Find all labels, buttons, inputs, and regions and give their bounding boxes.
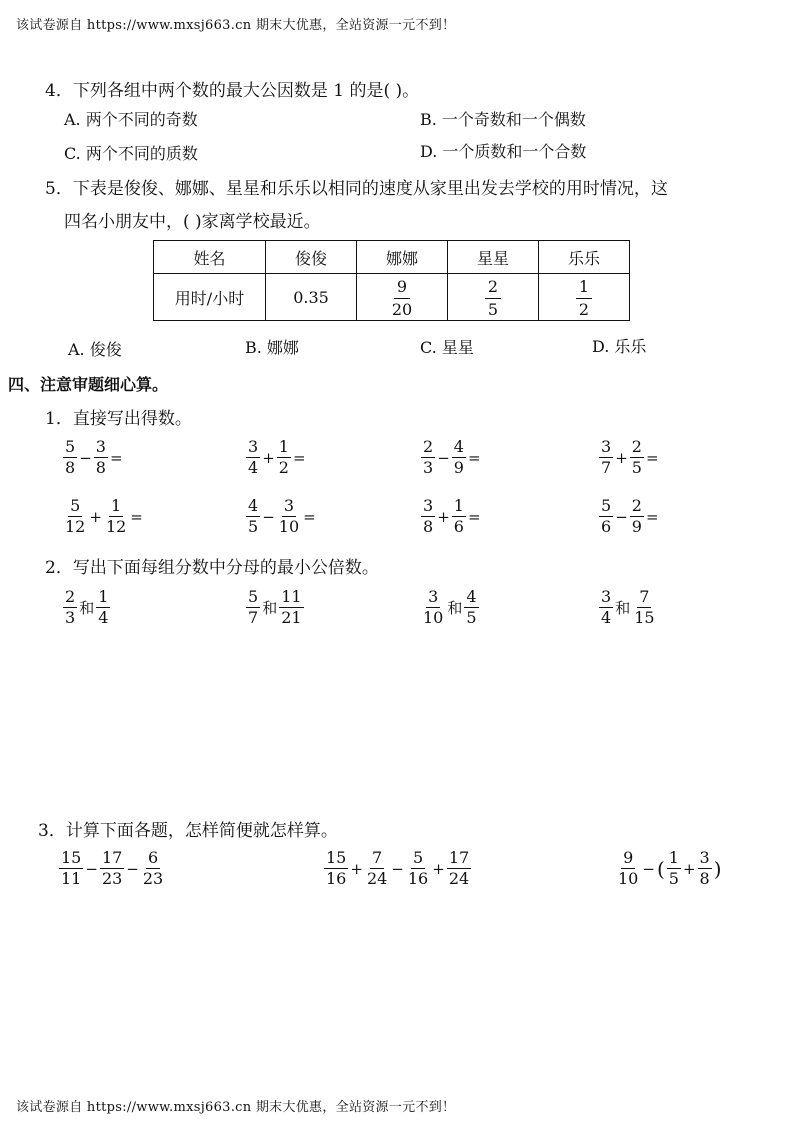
q5-option-a: A. 俊俊 — [68, 340, 122, 359]
fraction — [324, 850, 348, 887]
expr-p2-3 — [598, 589, 658, 626]
operator: = — [303, 507, 316, 526]
table-time-cell: 0.35 — [266, 274, 357, 321]
denominator: 16 — [326, 869, 347, 888]
numerator: 7 — [639, 587, 650, 606]
operator: − — [262, 507, 275, 526]
footer-banner: 该试卷源自 https://www.mxsj663.cn 期末大优惠，全站资源一元不到！ — [16, 1100, 456, 1115]
fraction — [277, 498, 301, 535]
part3-title: 3．计算下面各题，怎样简便就怎样算。 — [38, 821, 338, 841]
table-time-cell — [357, 274, 448, 321]
fraction — [63, 439, 77, 476]
expr-p1-5 — [245, 498, 317, 535]
denominator: 4 — [248, 458, 259, 477]
fraction — [246, 439, 260, 476]
denominator: 8 — [95, 458, 106, 477]
expr-p1-7 — [598, 498, 660, 535]
numerator: 15 — [61, 848, 82, 867]
fraction — [63, 589, 77, 626]
expr-p2-0 — [62, 589, 111, 626]
operator: = — [109, 448, 123, 467]
table-time-cell — [448, 274, 539, 321]
denominator: 7 — [248, 608, 259, 627]
operator: = — [645, 448, 659, 467]
fraction — [464, 589, 478, 626]
conjunction: 和 — [262, 599, 278, 617]
numerator: 2 — [423, 437, 434, 456]
operator: − — [85, 859, 98, 878]
q4-stem: 4．下列各组中两个数的最大公因数是 1 的是( )。 — [45, 81, 420, 101]
expr-p1-1 — [245, 439, 307, 476]
fraction — [100, 850, 124, 887]
fraction — [421, 439, 435, 476]
expr-p3-1 — [323, 850, 472, 887]
denominator: 11 — [61, 869, 82, 888]
fraction — [59, 850, 83, 887]
operator: + — [682, 859, 696, 878]
numerator: 17 — [101, 848, 123, 867]
denominator: 3 — [423, 458, 434, 477]
fraction — [421, 498, 435, 535]
operator: − — [615, 507, 628, 526]
numerator: 1 — [111, 496, 122, 515]
expr-p1-6 — [420, 498, 482, 535]
numerator: 3 — [283, 496, 295, 515]
operator: − — [437, 448, 450, 467]
denominator: 5 — [466, 608, 477, 627]
fraction — [63, 498, 87, 535]
numerator: 2 — [631, 496, 642, 515]
denominator: 24 — [448, 869, 470, 888]
expr-p1-0 — [62, 439, 124, 476]
expr-p1-4 — [62, 498, 144, 535]
operator: + — [615, 448, 628, 467]
denominator: 12 — [65, 517, 86, 536]
numerator: 1 — [668, 848, 679, 867]
denominator: 8 — [65, 458, 76, 477]
fraction — [452, 439, 466, 476]
fraction — [246, 498, 260, 535]
fraction — [447, 850, 471, 887]
numerator: 3 — [95, 437, 106, 456]
fraction — [599, 439, 613, 476]
operator: + — [89, 507, 102, 526]
table-name-cell: 星星 — [448, 241, 539, 274]
numerator: 5 — [412, 848, 424, 867]
fraction: $\frac{2}{5}$ — [485, 279, 501, 318]
q5-stem-line1: 5．下表是俊俊、娜娜、星星和乐乐以相同的速度从家里出发去学校的用时情况，这 — [45, 179, 668, 199]
denominator: 5 — [668, 869, 679, 888]
q5-option-b: B. 娜娜 — [245, 338, 299, 357]
fraction — [632, 589, 656, 626]
operator: + — [432, 859, 445, 878]
operator: − — [391, 859, 404, 878]
expr-p1-3 — [598, 439, 660, 476]
operator: + — [437, 507, 450, 526]
header-banner: 该试卷源自 https://www.mxsj663.cn 期末大优惠，全站资源一元不到！ — [16, 18, 456, 33]
q5-option-c: C. 星星 — [420, 338, 474, 357]
numerator: 11 — [281, 587, 302, 606]
fraction — [104, 498, 128, 535]
expr-p3-0 — [58, 850, 166, 887]
q4-option-a: A. 两个不同的奇数 — [64, 110, 198, 129]
part2-title: 2．写出下面每组分数中分母的最小公倍数。 — [45, 558, 379, 578]
fraction — [277, 439, 291, 476]
denominator: 21 — [281, 608, 302, 627]
denominator: 15 — [634, 608, 655, 627]
denominator: 7 — [601, 458, 612, 477]
numerator: 5 — [65, 437, 76, 456]
denominator: 10 — [618, 869, 639, 888]
section-title: 四、注意审题细心算。 — [8, 375, 169, 394]
fraction — [365, 850, 389, 887]
denominator: 4 — [98, 608, 109, 627]
fraction: $\frac{9}{20}$ — [391, 276, 413, 319]
numerator: 1 — [453, 496, 464, 515]
expr-p3-2 — [615, 850, 723, 887]
numerator: 15 — [326, 848, 347, 867]
numerator: 2 — [65, 587, 76, 606]
fraction — [406, 850, 430, 887]
denominator: 8 — [423, 517, 434, 536]
q5-table — [153, 240, 630, 321]
fraction — [630, 498, 644, 535]
denominator: 23 — [101, 869, 123, 888]
table-name-cell: 乐乐 — [539, 241, 630, 274]
denominator: 12 — [105, 517, 127, 536]
numerator: 9 — [623, 848, 634, 867]
fraction — [421, 589, 445, 626]
numerator: 5 — [601, 496, 612, 515]
fraction — [279, 589, 303, 626]
fraction — [667, 850, 681, 887]
operator: + — [350, 859, 363, 878]
numerator: 4 — [248, 496, 259, 515]
denominator: 6 — [453, 517, 464, 536]
table-name-cell: 俊俊 — [266, 241, 357, 274]
operator: = — [645, 507, 659, 526]
fraction — [141, 850, 165, 887]
denominator: 4 — [601, 608, 612, 627]
expr-p2-1 — [245, 589, 305, 626]
q4-option-d: D. 一个质数和一个合数 — [420, 142, 587, 161]
fraction — [616, 850, 640, 887]
fraction — [698, 850, 712, 887]
operator: = — [292, 448, 306, 467]
numerator: 6 — [147, 848, 159, 867]
fraction: $\frac{1}{2}$ — [576, 279, 592, 318]
table-header-cell: 姓名 — [154, 241, 266, 274]
denominator: 3 — [65, 608, 76, 627]
denominator: 5 — [631, 458, 642, 477]
numerator: 7 — [372, 848, 383, 867]
expr-p1-2 — [420, 439, 482, 476]
numerator: 1 — [278, 437, 289, 456]
denominator: 23 — [142, 869, 164, 888]
numerator: 4 — [466, 587, 477, 606]
numerator: 17 — [448, 848, 470, 867]
q5-stem-line2: 四名小朋友中，( )家离学校最近。 — [64, 212, 321, 232]
fraction — [246, 589, 260, 626]
numerator: 3 — [428, 587, 439, 606]
operator: − — [79, 448, 92, 467]
operator: = — [467, 507, 481, 526]
q5-option-d: D. 乐乐 — [592, 337, 647, 356]
fraction — [94, 439, 108, 476]
fraction — [630, 439, 644, 476]
denominator: 8 — [699, 869, 710, 888]
conjunction: 和 — [447, 599, 463, 617]
numerator: 3 — [699, 848, 710, 867]
operator: = — [467, 448, 481, 467]
table-name-cell: 娜娜 — [357, 241, 448, 274]
q4-option-c: C. 两个不同的质数 — [64, 144, 198, 163]
fraction — [599, 498, 613, 535]
numerator: 1 — [98, 587, 109, 606]
denominator: 2 — [278, 458, 289, 477]
numerator: 3 — [601, 437, 612, 456]
numerator: 5 — [248, 587, 259, 606]
numerator: 2 — [631, 437, 642, 456]
conjunction: 和 — [615, 599, 631, 617]
q4-option-b: B. 一个奇数和一个偶数 — [420, 110, 586, 129]
numerator: 3 — [601, 587, 612, 606]
operator: = — [130, 507, 143, 526]
fraction — [96, 589, 110, 626]
operator: − — [642, 859, 655, 878]
denominator: 10 — [278, 517, 300, 536]
denominator: 10 — [423, 608, 444, 627]
numerator: 5 — [70, 496, 81, 515]
conjunction: 和 — [79, 599, 95, 617]
operator: ) — [713, 856, 722, 881]
numerator: 3 — [248, 437, 259, 456]
fraction — [599, 589, 613, 626]
denominator: 9 — [453, 458, 464, 477]
expr-p2-2 — [420, 589, 480, 626]
numerator: 3 — [423, 496, 434, 515]
denominator: 16 — [407, 869, 429, 888]
denominator: 5 — [248, 517, 259, 536]
table-time-cell — [539, 274, 630, 321]
table-header-cell: 用时/小时 — [154, 274, 266, 321]
operator: ( — [656, 856, 665, 881]
denominator: 9 — [631, 517, 642, 536]
operator: + — [262, 448, 275, 467]
fraction — [452, 498, 466, 535]
operator: − — [126, 859, 139, 878]
denominator: 6 — [601, 517, 612, 536]
part1-title: 1．直接写出得数。 — [45, 409, 192, 429]
numerator: 4 — [453, 437, 464, 456]
denominator: 24 — [366, 869, 388, 888]
